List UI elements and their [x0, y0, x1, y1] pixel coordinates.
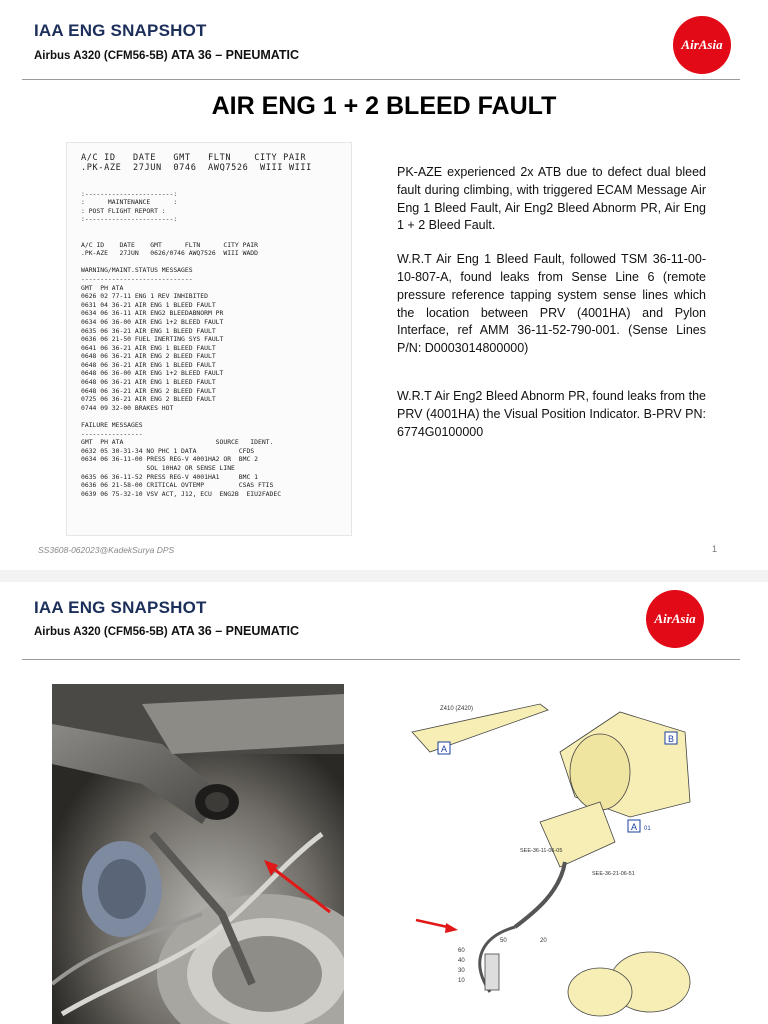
header-divider — [22, 79, 740, 80]
page-number: 1 — [712, 544, 718, 554]
header-ata-2: ATA 36 – PNEUMATIC — [170, 624, 300, 638]
report-header-line2: .PK-AZE 27JUN 0746 AWQ7526 WIII WIII — [81, 163, 312, 173]
pneumatic-diagram-drawing — [400, 692, 720, 1024]
paragraph-eng2: W.R.T Air Eng2 Bleed Abnorm PR, found leaks from the PRV (4001HA) the Visual Position Indicator. B-PRV PN: 6774G0100000 — [397, 388, 706, 439]
paragraph-eng1: W.R.T Air Eng 1 Bleed Fault, followed TSM 36-11-00-10-807-A, found leaks from Sense Line 6 (remote pressure reference tapping system sense lines which the location between PRV (4001HA) and Pylon Interface, ref AMM 36-11-52-790-001. (Sense Lines P/N: D0003014800000) — [397, 252, 706, 356]
header-ata: ATA 36 – PNEUMATIC — [170, 48, 300, 62]
report-body: A/C ID DATE GMT FLTN CITY PAIR .PK-AZE 27JUN 0626/0746 AWQ7526 WIII WADD WARNING/MAINT.STATUS MESSAGES ----------------------------- GMT PH ATA 0626 02 77-11 ENG 1 REV INHIBITED 0631 04 36-21 AIR ENG 1 BLEED FAULT 0634 06 36-11 AIR ENG2 BLEEDABNORM PR 0634 06 36-00 AIR ENG 1+2 BLEED FAULT 0635 06 36-21 AIR ENG 1 BLEED FAULT 0636 06 21-50 FUEL INERTING SYS FAULT 0641 06 36-21 AIR ENG 1 BLEED FAULT 0648 06 36-21 AIR ENG 2 BLEED FAULT 0648 06 36-21 AIR ENG 1 BLEED FAULT 0648 06 36-00 AIR ENG 1+2 BLEED FAULT 0648 06 36-21 AIR ENG 1 BLEED FAULT 0648 06 36-21 AIR ENG 2 BLEED FAULT 0725 06 36-21 AIR ENG 2 BLEED FAULT 0744 09 32-00 BRAKES HOT FAILURE MESSAGES ---------------- GMT PH ATA SOURCE IDENT. 0632 05 30-31-34 NO PHC 1 DATA CFDS 0634 06 36-11-00 PRESS REG-V 4001HA2 OR BMC 2 SOL 10HA2 OR SENSE LINE 0635 06 36-11-52 PRESS REG-V 4001HA1 BMC 1 0636 06 21-58-00 CRITICAL OVTEMP CSAS FTIS 0639 06 75-32-10 VSV ACT, J12, ECU ENG2B EIU2FADEC — [81, 240, 282, 498]
report-title-box: :-----------------------: : MAINTENANCE : : POST FLIGHT REPORT : :-----------------------: — [81, 189, 178, 224]
callout-a-1: A — [441, 744, 448, 754]
slide-title: AIR ENG 1 + 2 BLEED FAULT — [211, 92, 557, 120]
post-flight-report-scan — [66, 142, 352, 536]
item-60: 60 — [458, 948, 465, 954]
callout-01: 01 — [644, 826, 651, 832]
slide-2 — [0, 582, 768, 1024]
ref-label-2: SEE-36-21-06-51 — [592, 871, 635, 877]
header-title: IAA ENG SNAPSHOT — [34, 21, 207, 40]
header-subtitle-2 — [34, 624, 299, 638]
callout-a-2: A — [631, 822, 638, 832]
engine-bay-photo — [52, 684, 344, 1024]
header-aircraft: Airbus A320 (CFM56-5B) — [34, 50, 168, 62]
footer-note: SS3608-062023@KadekSurya DPS — [38, 545, 175, 555]
ref-label-1: SEE-36-11-06-05 — [520, 848, 563, 854]
report-header-line1: A/C ID DATE GMT FLTN CITY PAIR — [81, 153, 307, 163]
technical-diagram — [400, 692, 720, 1024]
header-divider-2 — [22, 659, 740, 660]
header-subtitle — [34, 48, 299, 62]
engine-photo-drawing — [52, 684, 344, 1024]
item-40: 40 — [458, 958, 465, 964]
zone-label: Z410 (Z420) — [440, 706, 474, 712]
item-30: 30 — [458, 968, 465, 974]
description-text — [397, 164, 706, 457]
item-10: 10 — [458, 978, 465, 984]
callout-b: B — [668, 734, 675, 744]
airasia-logo-2: AirAsia — [646, 590, 704, 648]
item-20: 20 — [540, 938, 547, 944]
header-title-2: IAA ENG SNAPSHOT — [34, 598, 207, 617]
airasia-logo: AirAsia — [673, 16, 731, 74]
header-aircraft-2: Airbus A320 (CFM56-5B) — [34, 626, 168, 638]
item-50: 50 — [500, 938, 507, 944]
paragraph-summary: PK-AZE experienced 2x ATB due to defect dual bleed fault during climbing, with triggered ECAM Message Air Eng 1 Bleed Fault, Air Eng2 Bleed Abnorm PR, Air Eng 1 + 2 Bleed Fault. — [397, 165, 706, 233]
